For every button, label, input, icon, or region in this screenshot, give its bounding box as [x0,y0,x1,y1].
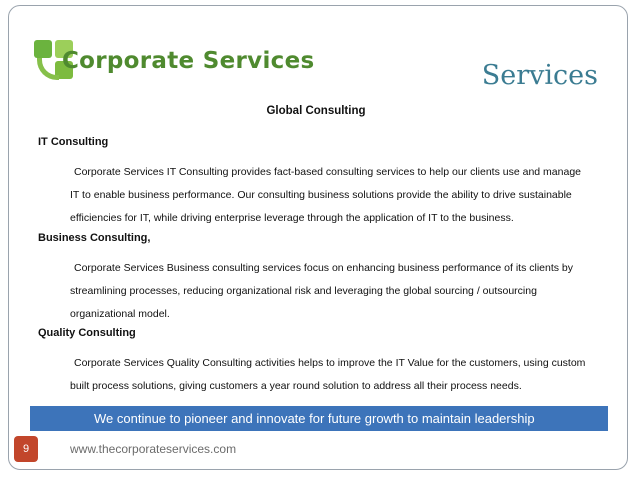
section-business-consulting [38,232,598,326]
section-it-consulting [38,136,598,230]
section-heading: Quality Consulting [38,327,136,339]
tagline-banner: We continue to pioneer and innovate for future growth to maintain leadership [30,406,608,431]
section-heading: IT Consulting [38,136,109,148]
section-body [70,352,598,398]
page-title: Services [481,60,598,91]
footer-url[interactable]: www.thecorporateservices.com [70,442,237,456]
body-line: streamlining processes, reducing organizational risk and leveraging the global sourcing / outsourcing [70,285,537,297]
body-line: IT to enable business performance. Our consulting business solutions provide the ability to drive sustainable [70,189,572,201]
body-line: Corporate Services IT Consulting provides fact-based consulting services to help our clients use and manage [74,166,581,178]
body-line: Corporate Services Quality Consulting activities helps to improve the IT Value for the customers, using custom [74,357,586,369]
page-number-badge: 9 [14,436,38,462]
body-line: organizational model. [70,308,170,320]
main-heading [0,105,638,117]
section-heading: Business Consulting, [38,232,151,244]
body-line: Corporate Services Business consulting services focus on enhancing business performance of its clients by [74,262,574,274]
body-line: built process solutions, giving customers a year round solution to address all their process needs. [70,380,522,392]
body-line: efficiencies for IT, while driving enterprise leverage through the application of IT to the business. [70,212,514,224]
logo-text: Corporate Services [62,48,315,74]
main-heading-text: Global Consulting [266,105,366,117]
section-quality-consulting [38,327,598,398]
section-body [70,257,598,326]
section-body [70,161,598,230]
